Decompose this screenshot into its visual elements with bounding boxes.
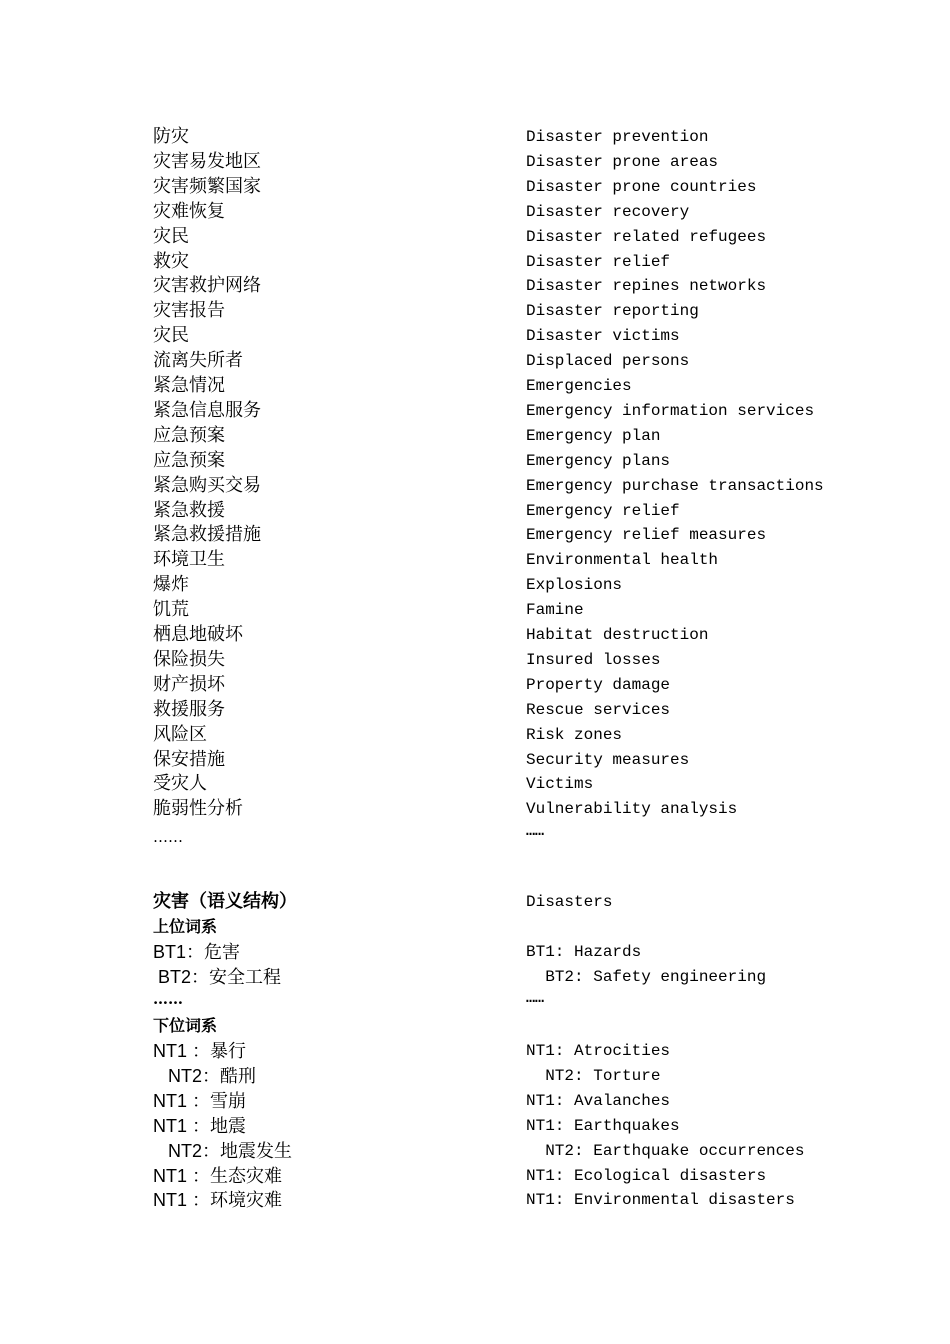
glossary-term-zh: 防灾: [153, 126, 189, 147]
broader-ellipsis-zh: ……: [153, 990, 183, 1008]
narrower-term-en: NT2: Earthquake occurrences: [526, 1141, 805, 1160]
glossary-row: [0, 475, 950, 500]
glossary-term-zh: 紧急信息服务: [153, 399, 261, 421]
glossary-term-zh: 救援服务: [153, 698, 225, 720]
glossary-term-en: Emergency relief measures: [526, 526, 767, 545]
glossary-term-en: Emergency relief: [526, 501, 680, 520]
glossary-term-en: Disaster relief: [526, 252, 671, 271]
narrower-row: [0, 1165, 950, 1190]
glossary-term-zh: 紧急救援: [153, 499, 225, 521]
glossary-row: [0, 724, 950, 749]
glossary-term-en: Disaster victims: [526, 327, 680, 346]
bt2-zh: BT2：安全工程: [153, 967, 282, 987]
narrower-term-zh: NT1 ：生态灾难: [153, 1165, 283, 1186]
glossary-row: [0, 549, 950, 574]
narrower-term-zh: NT1 ：地震: [153, 1115, 247, 1136]
glossary-row: [0, 375, 950, 400]
glossary-term-en: Emergencies: [526, 377, 632, 395]
glossary-row: [0, 400, 950, 425]
narrower-row: [0, 1040, 950, 1065]
narrower-row: [0, 1115, 950, 1140]
narrower-term-zh: NT2：酷刑: [153, 1065, 257, 1086]
glossary-term-zh: 应急预案: [153, 424, 225, 446]
semantic-title-row: [0, 891, 950, 916]
glossary-row: [0, 325, 950, 350]
glossary-term-en: Insured losses: [526, 650, 661, 669]
glossary-row: [0, 798, 950, 823]
glossary-term-zh: 灾民: [153, 225, 189, 247]
glossary-row: [0, 574, 950, 599]
glossary-row: [0, 500, 950, 525]
glossary-term-en: Environmental health: [526, 551, 719, 570]
glossary-term-en: Rescue services: [526, 700, 671, 719]
glossary-row: [0, 275, 950, 300]
glossary-row: [0, 300, 950, 325]
glossary-term-en: Displaced persons: [526, 352, 690, 371]
narrower-row: [0, 1090, 950, 1115]
glossary-row: [0, 450, 950, 475]
glossary-term-zh: 流离失所者: [153, 350, 243, 372]
glossary-term-zh: 风险区: [153, 723, 207, 745]
narrower-row: [0, 1140, 950, 1165]
glossary-ellipsis-zh: ……: [153, 828, 183, 846]
glossary-row: [0, 773, 950, 798]
glossary-term-zh: 救灾: [153, 250, 189, 272]
bt2-en: BT2: Safety engineering: [526, 968, 767, 986]
glossary-term-en: Disaster reporting: [526, 302, 699, 321]
semantic-title-zh: 灾害（语义结构）: [153, 891, 297, 912]
glossary-term-zh: 灾害救护网络: [153, 275, 261, 297]
glossary-row: [0, 624, 950, 649]
glossary-term-zh: 紧急购买交易: [153, 474, 261, 496]
glossary-term-zh: 灾害报告: [153, 300, 225, 322]
narrower-term-zh: NT2：地震发生: [153, 1140, 293, 1161]
glossary-term-en: Disaster prone countries: [526, 177, 757, 196]
glossary-term-zh: 饥荒: [153, 599, 189, 621]
narrower-term-en: NT1: Avalanches: [526, 1091, 671, 1110]
narrower-term-en: NT1: Earthquakes: [526, 1116, 680, 1135]
glossary-term-en: Risk zones: [526, 725, 623, 744]
glossary-term-en: Disaster prevention: [526, 128, 709, 146]
glossary-term-en: Victims: [526, 775, 594, 794]
glossary-row: [0, 599, 950, 624]
glossary-ellipsis-row: [0, 823, 950, 851]
glossary-term-en: Famine: [526, 601, 584, 620]
glossary-term-zh: 保险损失: [153, 648, 225, 670]
narrower-term-zh: NT1 ：雪崩: [153, 1090, 247, 1111]
glossary-term-en: Emergency plan: [526, 426, 661, 445]
glossary-term-zh: 保安措施: [153, 748, 225, 770]
narrower-term-zh: NT1 ：环境灾难: [153, 1190, 283, 1211]
broader-ellipsis-row: [0, 988, 950, 1013]
glossary-row: [0, 699, 950, 724]
glossary-row: [0, 201, 950, 226]
glossary-term-en: Disaster related refugees: [526, 227, 767, 246]
narrower-heading: 下位词系: [153, 1016, 218, 1035]
glossary-term-en: Emergency purchase transactions: [526, 476, 824, 495]
glossary-row: [0, 524, 950, 549]
semantic-title-en: Disasters: [526, 893, 613, 911]
narrower-row: [0, 1189, 950, 1214]
glossary-term-en: Security measures: [526, 750, 690, 769]
glossary-term-zh: 环境卫生: [153, 549, 225, 571]
glossary-term-en: Emergency information services: [526, 401, 815, 420]
glossary-term-en: Disaster repines networks: [526, 277, 767, 296]
glossary-term-zh: 灾害频繁国家: [153, 175, 261, 197]
glossary-term-zh: 紧急情况: [153, 375, 225, 396]
glossary-row: [0, 425, 950, 450]
glossary-ellipsis-en: ……: [526, 823, 545, 840]
glossary-term-en: Disaster prone areas: [526, 152, 719, 171]
glossary-row: [0, 674, 950, 699]
narrower-term-en: NT2: Torture: [526, 1066, 661, 1085]
glossary-term-zh: 栖息地破坏: [153, 624, 243, 645]
glossary-term-zh: 应急预案: [153, 449, 225, 471]
glossary-row: [0, 251, 950, 276]
glossary-row: [0, 649, 950, 674]
glossary-row: [0, 126, 950, 151]
narrower-term-zh: NT1 ：暴行: [153, 1041, 247, 1061]
glossary-row: [0, 226, 950, 251]
glossary-row: [0, 176, 950, 201]
glossary-term-en: Disaster recovery: [526, 202, 690, 221]
glossary-term-zh: 受灾人: [153, 773, 207, 795]
broader-ellipsis-en: ……: [526, 990, 545, 1007]
glossary-term-zh: 灾民: [153, 325, 189, 347]
glossary-row: [0, 749, 950, 774]
glossary-term-zh: 财产损坏: [153, 673, 225, 695]
bt1-row: [0, 941, 950, 966]
broader-heading-row: [0, 916, 950, 941]
glossary-term-en: Explosions: [526, 576, 623, 595]
glossary-row: [0, 350, 950, 375]
glossary-row: [0, 151, 950, 176]
glossary-term-zh: 脆弱性分析: [153, 798, 243, 820]
glossary-term-en: Habitat destruction: [526, 626, 709, 644]
narrower-row: [0, 1065, 950, 1090]
glossary-term-zh: 紧急救援措施: [153, 524, 261, 546]
narrower-term-en: NT1: Environmental disasters: [526, 1191, 795, 1210]
glossary-term-en: Emergency plans: [526, 451, 671, 470]
bt1-en: BT1: Hazards: [526, 943, 642, 961]
glossary-term-en: Property damage: [526, 675, 671, 694]
glossary-term-zh: 灾害易发地区: [153, 150, 261, 172]
glossary-term-zh: 灾难恢复: [153, 200, 225, 222]
bt1-zh: BT1：危害: [153, 942, 241, 962]
narrower-term-en: NT1: Ecological disasters: [526, 1166, 767, 1185]
broader-heading: 上位词系: [153, 917, 218, 936]
glossary-term-zh: 爆炸: [153, 574, 189, 596]
narrower-heading-row: [0, 1015, 950, 1040]
glossary-term-en: Vulnerability analysis: [526, 800, 738, 819]
narrower-term-en: NT1: Atrocities: [526, 1042, 671, 1060]
